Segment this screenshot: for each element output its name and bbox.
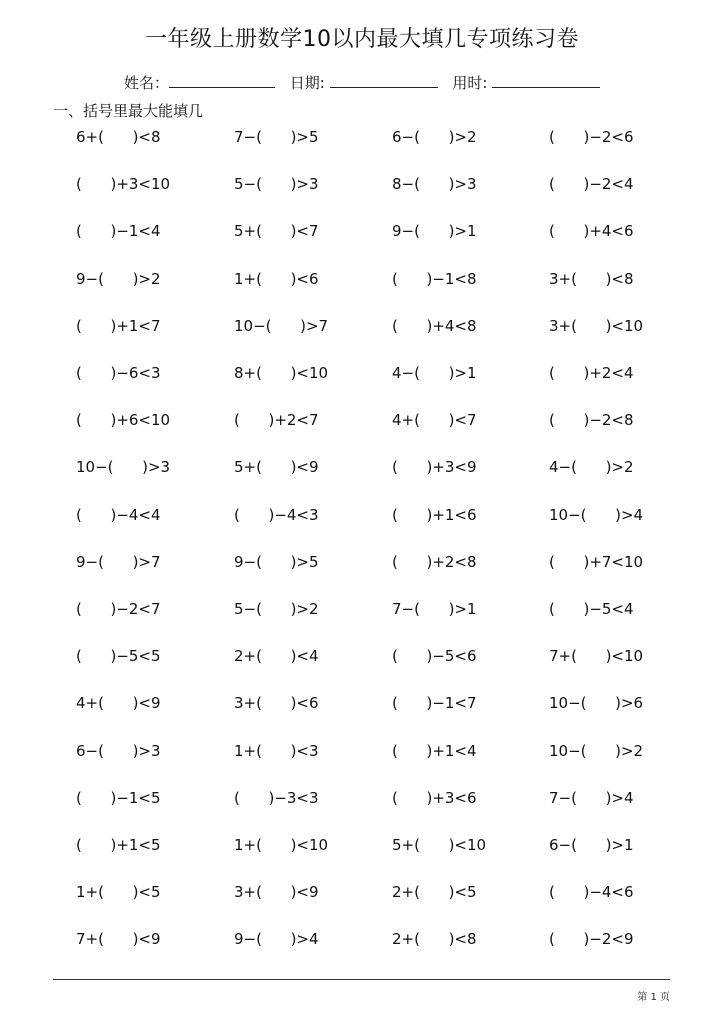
- problem-item[interactable]: 4−( )>1: [392, 364, 477, 382]
- problem-item[interactable]: 7−( )>1: [392, 600, 477, 618]
- problem-item[interactable]: 10−( )>2: [549, 742, 644, 760]
- problem-item[interactable]: 8−( )>3: [392, 175, 477, 193]
- problem-item[interactable]: ( )+1<7: [76, 317, 161, 335]
- problem-item[interactable]: ( )−5<4: [549, 600, 634, 618]
- problem-item[interactable]: 9−( )>2: [76, 270, 161, 288]
- problem-item[interactable]: 4+( )<9: [76, 694, 161, 712]
- problem-item[interactable]: ( )−4<4: [76, 506, 161, 524]
- problem-item[interactable]: ( )−2<8: [549, 411, 634, 429]
- problem-item[interactable]: ( )+4<8: [392, 317, 477, 335]
- section-title: 一、括号里最大能填几: [53, 102, 204, 120]
- problem-item[interactable]: 5+( )<9: [234, 458, 319, 476]
- problem-item[interactable]: 10−( )>4: [549, 506, 644, 524]
- problem-item[interactable]: 7+( )<9: [76, 930, 161, 948]
- time-label: 用时:: [452, 74, 488, 92]
- problem-item[interactable]: 10−( )>3: [76, 458, 171, 476]
- problem-item[interactable]: ( )−1<7: [392, 694, 477, 712]
- problem-item[interactable]: ( )+6<10: [76, 411, 171, 429]
- problem-item[interactable]: 2+( )<4: [234, 647, 319, 665]
- problem-item[interactable]: 7−( )>5: [234, 128, 319, 146]
- problem-item[interactable]: 3+( )<9: [234, 883, 319, 901]
- problem-item[interactable]: 1+( )<10: [234, 836, 329, 854]
- problem-item[interactable]: 5+( )<10: [392, 836, 487, 854]
- problem-item[interactable]: 9−( )>4: [234, 930, 319, 948]
- problem-item[interactable]: 3+( )<6: [234, 694, 319, 712]
- problem-item[interactable]: 6+( )<8: [76, 128, 161, 146]
- problem-item[interactable]: ( )+3<9: [392, 458, 477, 476]
- problem-item[interactable]: 1+( )<5: [76, 883, 161, 901]
- problem-item[interactable]: 7−( )>4: [549, 789, 634, 807]
- problem-item[interactable]: ( )−2<6: [549, 128, 634, 146]
- problem-item[interactable]: 6−( )>1: [549, 836, 634, 854]
- problem-item[interactable]: 5−( )>2: [234, 600, 319, 618]
- page-number: 第 1 页: [637, 992, 670, 1003]
- page-title: 一年级上册数学10以内最大填几专项练习卷: [145, 27, 579, 52]
- problem-item[interactable]: ( )−5<6: [392, 647, 477, 665]
- problem-item[interactable]: 4−( )>2: [549, 458, 634, 476]
- problem-item[interactable]: ( )−1<4: [76, 222, 161, 240]
- problem-item[interactable]: ( )+1<6: [392, 506, 477, 524]
- problem-item[interactable]: ( )−3<3: [234, 789, 319, 807]
- problem-item[interactable]: 8+( )<10: [234, 364, 329, 382]
- problem-item[interactable]: ( )−4<3: [234, 506, 319, 524]
- footer-divider: [53, 979, 670, 980]
- problem-item[interactable]: ( )+4<6: [549, 222, 634, 240]
- problem-item[interactable]: ( )+1<4: [392, 742, 477, 760]
- problem-item[interactable]: 2+( )<8: [392, 930, 477, 948]
- problem-item[interactable]: ( )−5<5: [76, 647, 161, 665]
- problem-item[interactable]: ( )+3<6: [392, 789, 477, 807]
- problem-item[interactable]: 1+( )<6: [234, 270, 319, 288]
- problem-item[interactable]: 10−( )>6: [549, 694, 644, 712]
- problem-item[interactable]: ( )+7<10: [549, 553, 644, 571]
- problem-item[interactable]: 9−( )>5: [234, 553, 319, 571]
- problem-item[interactable]: 6−( )>2: [392, 128, 477, 146]
- problem-item[interactable]: 6−( )>3: [76, 742, 161, 760]
- problem-item[interactable]: 5−( )>3: [234, 175, 319, 193]
- problem-item[interactable]: ( )−2<7: [76, 600, 161, 618]
- problem-item[interactable]: 4+( )<7: [392, 411, 477, 429]
- problem-item[interactable]: ( )+2<7: [234, 411, 319, 429]
- problem-item[interactable]: ( )+2<4: [549, 364, 634, 382]
- problem-item[interactable]: ( )−2<4: [549, 175, 634, 193]
- problem-item[interactable]: 9−( )>1: [392, 222, 477, 240]
- problem-item[interactable]: ( )−4<6: [549, 883, 634, 901]
- problem-item[interactable]: 7+( )<10: [549, 647, 644, 665]
- problem-item[interactable]: ( )+1<5: [76, 836, 161, 854]
- problem-item[interactable]: ( )+2<8: [392, 553, 477, 571]
- problem-item[interactable]: ( )−1<8: [392, 270, 477, 288]
- problem-item[interactable]: ( )−2<9: [549, 930, 634, 948]
- problem-item[interactable]: 3+( )<10: [549, 317, 644, 335]
- problem-item[interactable]: 9−( )>7: [76, 553, 161, 571]
- problem-item[interactable]: ( )−1<5: [76, 789, 161, 807]
- problem-item[interactable]: 10−( )>7: [234, 317, 329, 335]
- problem-item[interactable]: 3+( )<8: [549, 270, 634, 288]
- problem-item[interactable]: 5+( )<7: [234, 222, 319, 240]
- name-label: 姓名：: [124, 74, 170, 92]
- problem-item[interactable]: 2+( )<5: [392, 883, 477, 901]
- problem-item[interactable]: ( )−6<3: [76, 364, 161, 382]
- problem-item[interactable]: 1+( )<3: [234, 742, 319, 760]
- problem-item[interactable]: ( )+3<10: [76, 175, 171, 193]
- date-label: 日期:: [289, 74, 325, 92]
